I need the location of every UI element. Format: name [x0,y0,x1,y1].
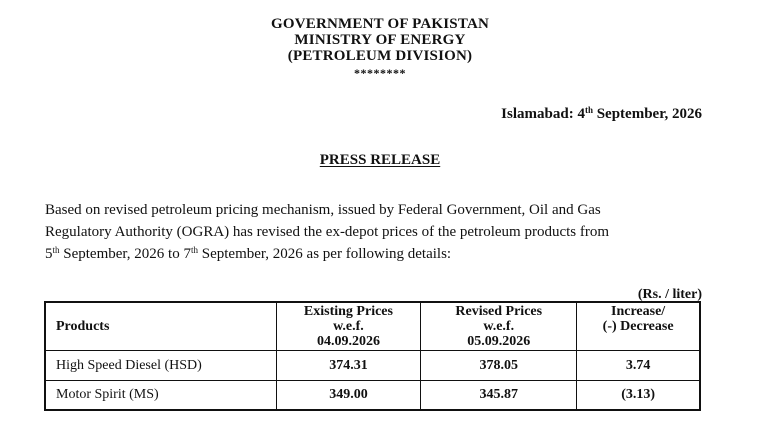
existing-price: 374.31 [276,351,421,381]
body-line-3-part-a: 5 [45,246,53,262]
place-date-suffix: September, 2026 [592,106,702,122]
body-paragraph [45,199,715,265]
document-title [0,152,760,169]
header-revised-prices [421,302,577,351]
body-line-3-part-b: September, 2026 to 7 [59,246,191,262]
price-unit-label: (Rs. / liter) [637,287,702,302]
header-change-line-2: (-) Decrease [602,319,674,334]
header-existing-line-3: 04.09.2026 [316,334,380,349]
place-date-prefix: Islamabad: 4 [501,106,585,122]
header-separator-stars: ******** [354,66,406,80]
price-table [44,301,701,411]
price-change: 3.74 [577,351,700,381]
product-name: High Speed Diesel (HSD) [45,351,276,381]
header-ministry: MINISTRY OF ENERGY [294,32,466,48]
header-revised-line-1: Revised Prices [455,304,543,319]
press-release-title: PRESS RELEASE [319,152,441,168]
body-line-2: Regulatory Authority (OGRA) has revised the ex-depot prices of the petroleum products from [45,224,610,240]
header-existing-prices [276,302,421,351]
product-name: Motor Spirit (MS) [45,381,276,411]
body-line-1: Based on revised petroleum pricing mechanism, issued by Federal Government, Oil and Gas [45,202,601,218]
table-row [45,381,700,411]
header-change-line-1: Increase/ [611,304,666,319]
header-products: Products [45,302,276,351]
body-line-3 [45,243,715,265]
header-change-spacer [577,334,699,349]
revised-price: 345.87 [421,381,577,411]
place-date-ordinal: th [584,105,593,115]
header-existing-line-2: w.e.f. [333,319,364,334]
body-line-3-ordinal-1: th [52,245,60,255]
price-change: (3.13) [577,381,700,411]
header-existing-line-1: Existing Prices [303,304,393,319]
body-line-3-part-c: September, 2026 as per following details: [198,246,452,262]
revised-price: 378.05 [421,351,577,381]
header-revised-line-2: w.e.f. [483,319,515,334]
header-revised-line-3: 05.09.2026 [467,334,531,349]
body-line-3-ordinal-2: th [190,245,198,255]
table-row [45,351,700,381]
header-division: (PETROLEUM DIVISION) [287,48,473,64]
place-date [501,106,702,123]
existing-price: 349.00 [276,381,421,411]
header-change [577,302,700,351]
table-header-row [45,302,700,351]
header-government: GOVERNMENT OF PAKISTAN [270,16,490,32]
